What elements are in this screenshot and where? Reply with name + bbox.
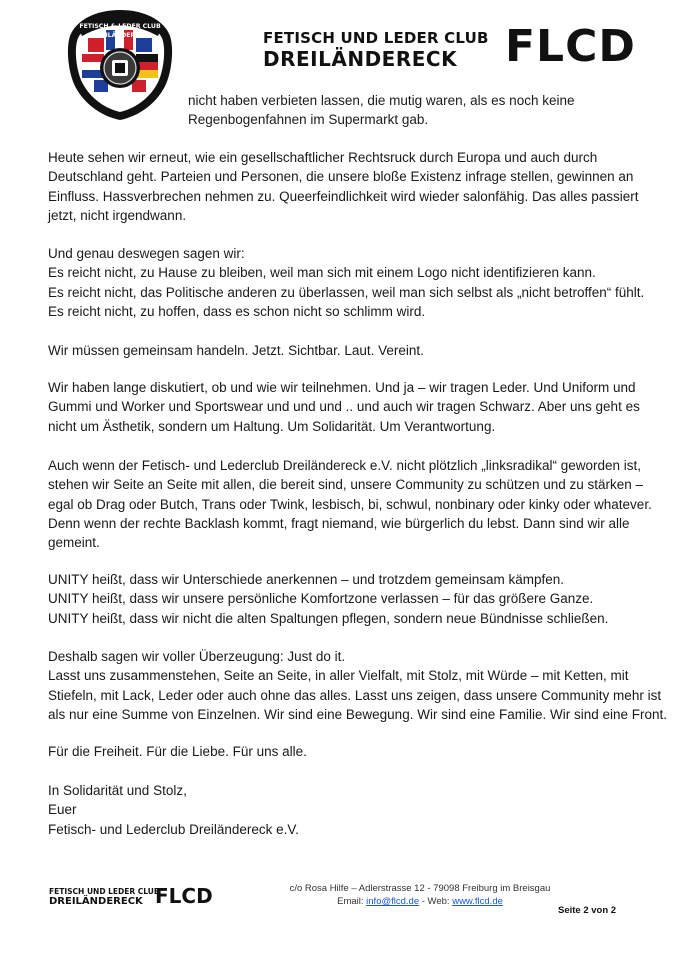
footer-address: c/o Rosa Hilfe – Adlerstrasse 12 - 79098 Freiburg im Breisgau: [289, 883, 551, 894]
text-line: Es reicht nicht, zu hoffen, dass es schon nicht so schlimm wird.: [48, 303, 426, 319]
closing: [48, 781, 299, 839]
page-number: Seite 2 von 2: [558, 905, 617, 916]
text-line: Heute sehen wir erneut, wie ein gesellschaftlicher Rechtsruck durch Europa und auch durch: [48, 150, 598, 165]
text-line: Lasst uns zusammenstehen, Seite an Seite, in aller Vielfalt, mit Stolz, mit Würde – mit Ketten, mit: [48, 668, 629, 684]
footer-address-block: [270, 882, 570, 908]
text-line: Deutschland geht. Parteien und Personen, die unsere bloße Existenz infrage stellen, gewinnen an: [48, 169, 634, 185]
paragraph-3: [48, 341, 424, 360]
text-line: jetzt, nicht irgendwann.: [48, 207, 187, 223]
intro-text: [188, 91, 574, 130]
footer-brand-line-1: FETISCH UND LEDER CLUB: [49, 887, 160, 896]
paragraph-2: [48, 244, 644, 321]
brand-line-1: FETISCH UND LEDER CLUB: [263, 29, 489, 47]
text-line: Deshalb sagen wir voller Überzeugung: Just do it.: [48, 649, 346, 664]
text-line: Auch wenn der Fetisch- und Lederclub Dreiländereck e.V. nicht plötzlich „linksradikal“ geworden ist,: [48, 458, 642, 473]
text-line: Es reicht nicht, zu Hause zu bleiben, weil man sich mit einem Logo nicht identifizieren kann.: [48, 265, 596, 281]
logo-text-top: FETISCH & LEDER CLUB: [79, 23, 161, 30]
web-link[interactable]: www.flcd.de: [452, 896, 503, 907]
text-line: UNITY heißt, dass wir Unterschiede anerkennen – und trotzdem gemeinsam kämpfen.: [48, 572, 564, 587]
footer-contact: [270, 895, 570, 908]
text-line: als nur eine Summe von Einzelnen. Wir sind eine Bewegung. Wir sind eine Familie. Wir sind eine Front.: [48, 706, 668, 722]
text-line: UNITY heißt, dass wir nicht die alten Spaltungen pflegen, sondern neue Bündnisse schließen.: [48, 610, 609, 626]
text-line: Gummi und Worker und Sportswear und und und .. und auch wir tragen Schwarz. Aber uns geht es: [48, 399, 640, 415]
paragraph-1: [48, 148, 639, 225]
text-line: Für die Freiheit. Für die Liebe. Für uns alle.: [48, 744, 307, 759]
paragraph-5: [48, 456, 652, 552]
logo-text-sub: DREILÄNDERECK: [91, 32, 149, 39]
text-line: In Solidarität und Stolz,: [48, 783, 187, 798]
text-line: Einfluss. Hassverbrechen nehmen zu. Queerfeindlichkeit wird wieder salonfähig. Das alles passiert: [48, 188, 639, 204]
text-line: nicht um Ästhetik, sondern um Haltung. Um Solidarität. Um Verantwortung.: [48, 418, 496, 434]
club-emblem-icon: [66, 8, 174, 122]
email-link[interactable]: info@flcd.de: [366, 896, 420, 907]
text-line: Euer: [48, 802, 77, 818]
paragraph-4: [48, 378, 640, 436]
text-line: egal ob Drag oder Butch, Trans oder Twink, lesbisch, bi, schwul, nonbinary oder kinky oder whatever.: [48, 496, 652, 512]
web-label: - Web:: [421, 896, 450, 907]
text-line: Und genau deswegen sagen wir:: [48, 246, 245, 261]
text-line: Es reicht nicht, das Politische anderen zu überlassen, weil man sich selbst als „nicht betroffen“ fühlt.: [48, 284, 645, 300]
text-line: nicht haben verbieten lassen, die mutig waren, als es noch keine: [188, 93, 575, 108]
text-line: UNITY heißt, dass wir unsere persönliche Komfortzone verlassen – für das größere Ganze.: [48, 591, 594, 607]
text-line: Wir haben lange diskutiert, ob und wie wir teilnehmen. Und ja – wir tragen Leder. Und Uniform und: [48, 380, 636, 395]
footer-brand-flcd: FLCD: [155, 884, 213, 908]
paragraph-6: [48, 570, 608, 628]
text-line: gemeint.: [48, 535, 100, 551]
footer-brand-line-2: DREILÄNDERECK: [49, 896, 143, 907]
paragraph-7: [48, 647, 667, 724]
paragraph-8: [48, 742, 307, 761]
footer-brand: [49, 884, 219, 909]
text-line: Stiefeln, mit Lack, Leder oder auch ohne das alles. Lasst uns zeigen, dass unsere Community mehr ist: [48, 687, 662, 703]
email-label: Email:: [337, 896, 364, 907]
brand-flcd: FLCD: [505, 21, 636, 72]
header-brand: [263, 21, 653, 73]
text-line: Regenbogenfahnen im Supermarkt gab.: [188, 112, 429, 128]
text-line: Fetisch- und Lederclub Dreiländereck e.V.: [48, 821, 299, 837]
brand-line-2: DREILÄNDERECK: [263, 47, 458, 71]
club-logo: [66, 8, 174, 122]
text-line: Denn wenn der rechte Backlash kommt, fragt niemand, wie bürgerlich du lebst. Dann sind wir alle: [48, 515, 630, 531]
text-line: stehen wir Seite an Seite mit allen, die bereit sind, unsere Community zu schützen und zu stärken –: [48, 477, 644, 493]
text-line: Wir müssen gemeinsam handeln. Jetzt. Sichtbar. Laut. Vereint.: [48, 343, 424, 358]
